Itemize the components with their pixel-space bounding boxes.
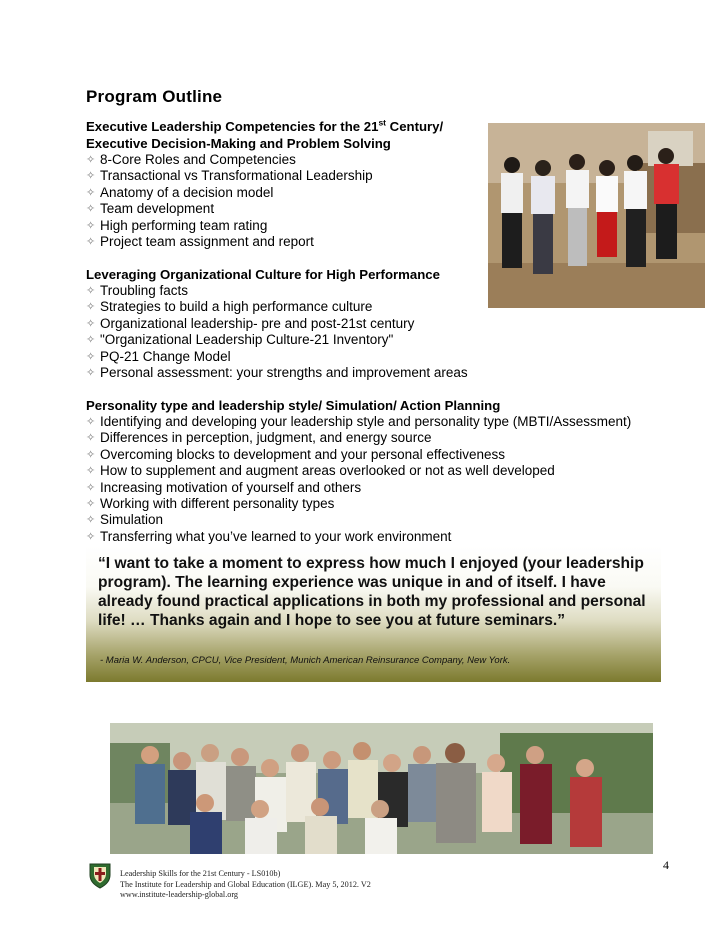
list-item-text: Transferring what you’ve learned to your work environment [100,528,452,544]
list-item [86,299,468,315]
list-item-text: Increasing motivation of yourself and others [100,479,362,495]
list-item-text: Anatomy of a decision model [100,184,274,200]
list-item [86,447,631,463]
list-item-text: How to supplement and augment areas overlooked or not as well developed [100,463,555,479]
list-item-text: 8-Core Roles and Competencies [100,152,296,167]
bullet-list [86,414,631,545]
list-item [86,218,443,234]
page-title: Program Outline [86,87,223,106]
diamond-bullet-icon: ✧ [86,481,96,494]
testimonial-quote-box [86,546,661,682]
testimonial-quote-text: “I want to take a moment to express how much I enjoyed (your leadership program). The learning experience was unique in and of itself. I have already found practical applications in both my professional and personal life! … Thanks again and I hope to see you at future seminars.” [98,555,646,629]
group-photo-celebration [488,123,705,308]
diamond-bullet-icon: ✧ [86,334,96,347]
list-item [86,529,631,545]
group-photo-participants [110,723,653,854]
diamond-bullet-icon: ✧ [86,465,96,478]
diamond-bullet-icon: ✧ [86,432,96,445]
diamond-bullet-icon: ✧ [86,416,96,428]
list-item-text: Identifying and developing your leadership style and personality type (MBTI/Assessment) [100,414,632,429]
bullet-list [86,152,443,250]
diamond-bullet-icon: ✧ [86,236,96,249]
list-item [86,316,468,332]
list-item-text: PQ-21 Change Model [100,348,231,364]
list-item [86,201,443,217]
list-item-text: High performing team rating [100,217,268,233]
list-item-text: Personal assessment: your strengths and improvement areas [100,365,468,381]
list-item [86,496,631,512]
diamond-bullet-icon: ✧ [86,498,96,511]
list-item-text: Troubling facts [100,283,189,298]
list-item-text: "Organizational Leadership Culture-21 Inventory" [100,332,394,348]
section-personality-type [86,397,631,545]
diamond-bullet-icon: ✧ [86,203,96,216]
list-item [86,185,443,201]
diamond-bullet-icon: ✧ [86,219,96,232]
footer-website: www.institute-leadership-global.org [120,890,239,900]
list-item [86,480,631,496]
section-executive-leadership [86,118,443,250]
diamond-bullet-icon: ✧ [86,186,96,199]
testimonial-attribution: - Maria W. Anderson, CPCU, Vice President, Munich American Reinsurance Company, New York. [100,655,511,666]
list-item-text: Project team assignment and report [100,234,314,250]
list-item [86,332,468,348]
list-item [86,234,443,250]
diamond-bullet-icon: ✧ [86,154,96,166]
list-item [86,168,443,184]
section-heading: Leveraging Organizational Culture for High Performance [86,267,440,282]
list-item-text: Overcoming blocks to development and your personal effectiveness [100,446,505,462]
bullet-list [86,283,468,381]
diamond-bullet-icon: ✧ [86,301,96,314]
list-item [86,349,468,365]
list-item-text: Simulation [100,512,164,528]
diamond-bullet-icon: ✧ [86,317,96,330]
heading-text-end: Century/ [386,119,444,134]
footer-line: The Institute for Leadership and Global Education (ILGE). May 5, 2012. V2 [120,879,371,889]
diamond-bullet-icon: ✧ [86,367,96,380]
list-item-text: Team development [100,201,215,217]
list-item [86,152,443,168]
list-item-text: Strategies to build a high performance culture [100,299,373,315]
diamond-bullet-icon: ✧ [86,530,96,543]
heading-line-2: Executive Decision-Making and Problem Solving [86,136,391,151]
list-item [86,283,468,299]
list-item-text: Organizational leadership- pre and post-21st century [100,315,415,331]
list-item-text: Differences in perception, judgment, and energy source [100,430,432,446]
list-item [86,512,631,528]
heading-text: Executive Leadership Competencies for the 21 [86,119,379,134]
diamond-bullet-icon: ✧ [86,514,96,527]
diamond-bullet-icon: ✧ [86,170,96,183]
list-item [86,414,631,430]
page-number: 4 [663,858,669,872]
section-heading [86,118,443,152]
list-item-text: Working with different personality types [100,496,335,512]
section-heading: Personality type and leadership style/ Simulation/ Action Planning [86,398,501,413]
institute-logo-icon [86,861,114,889]
diamond-bullet-icon: ✧ [86,285,96,297]
list-item-text: Transactional vs Transformational Leadership [100,168,373,184]
list-item [86,430,631,446]
heading-superscript: st [378,117,386,128]
list-item [86,365,468,381]
footer-line: Leadership Skills for the 21st Century - LS010b) [120,869,281,878]
diamond-bullet-icon: ✧ [86,448,96,461]
section-organizational-culture [86,266,468,381]
list-item [86,463,631,479]
diamond-bullet-icon: ✧ [86,350,96,363]
footer [120,869,371,901]
